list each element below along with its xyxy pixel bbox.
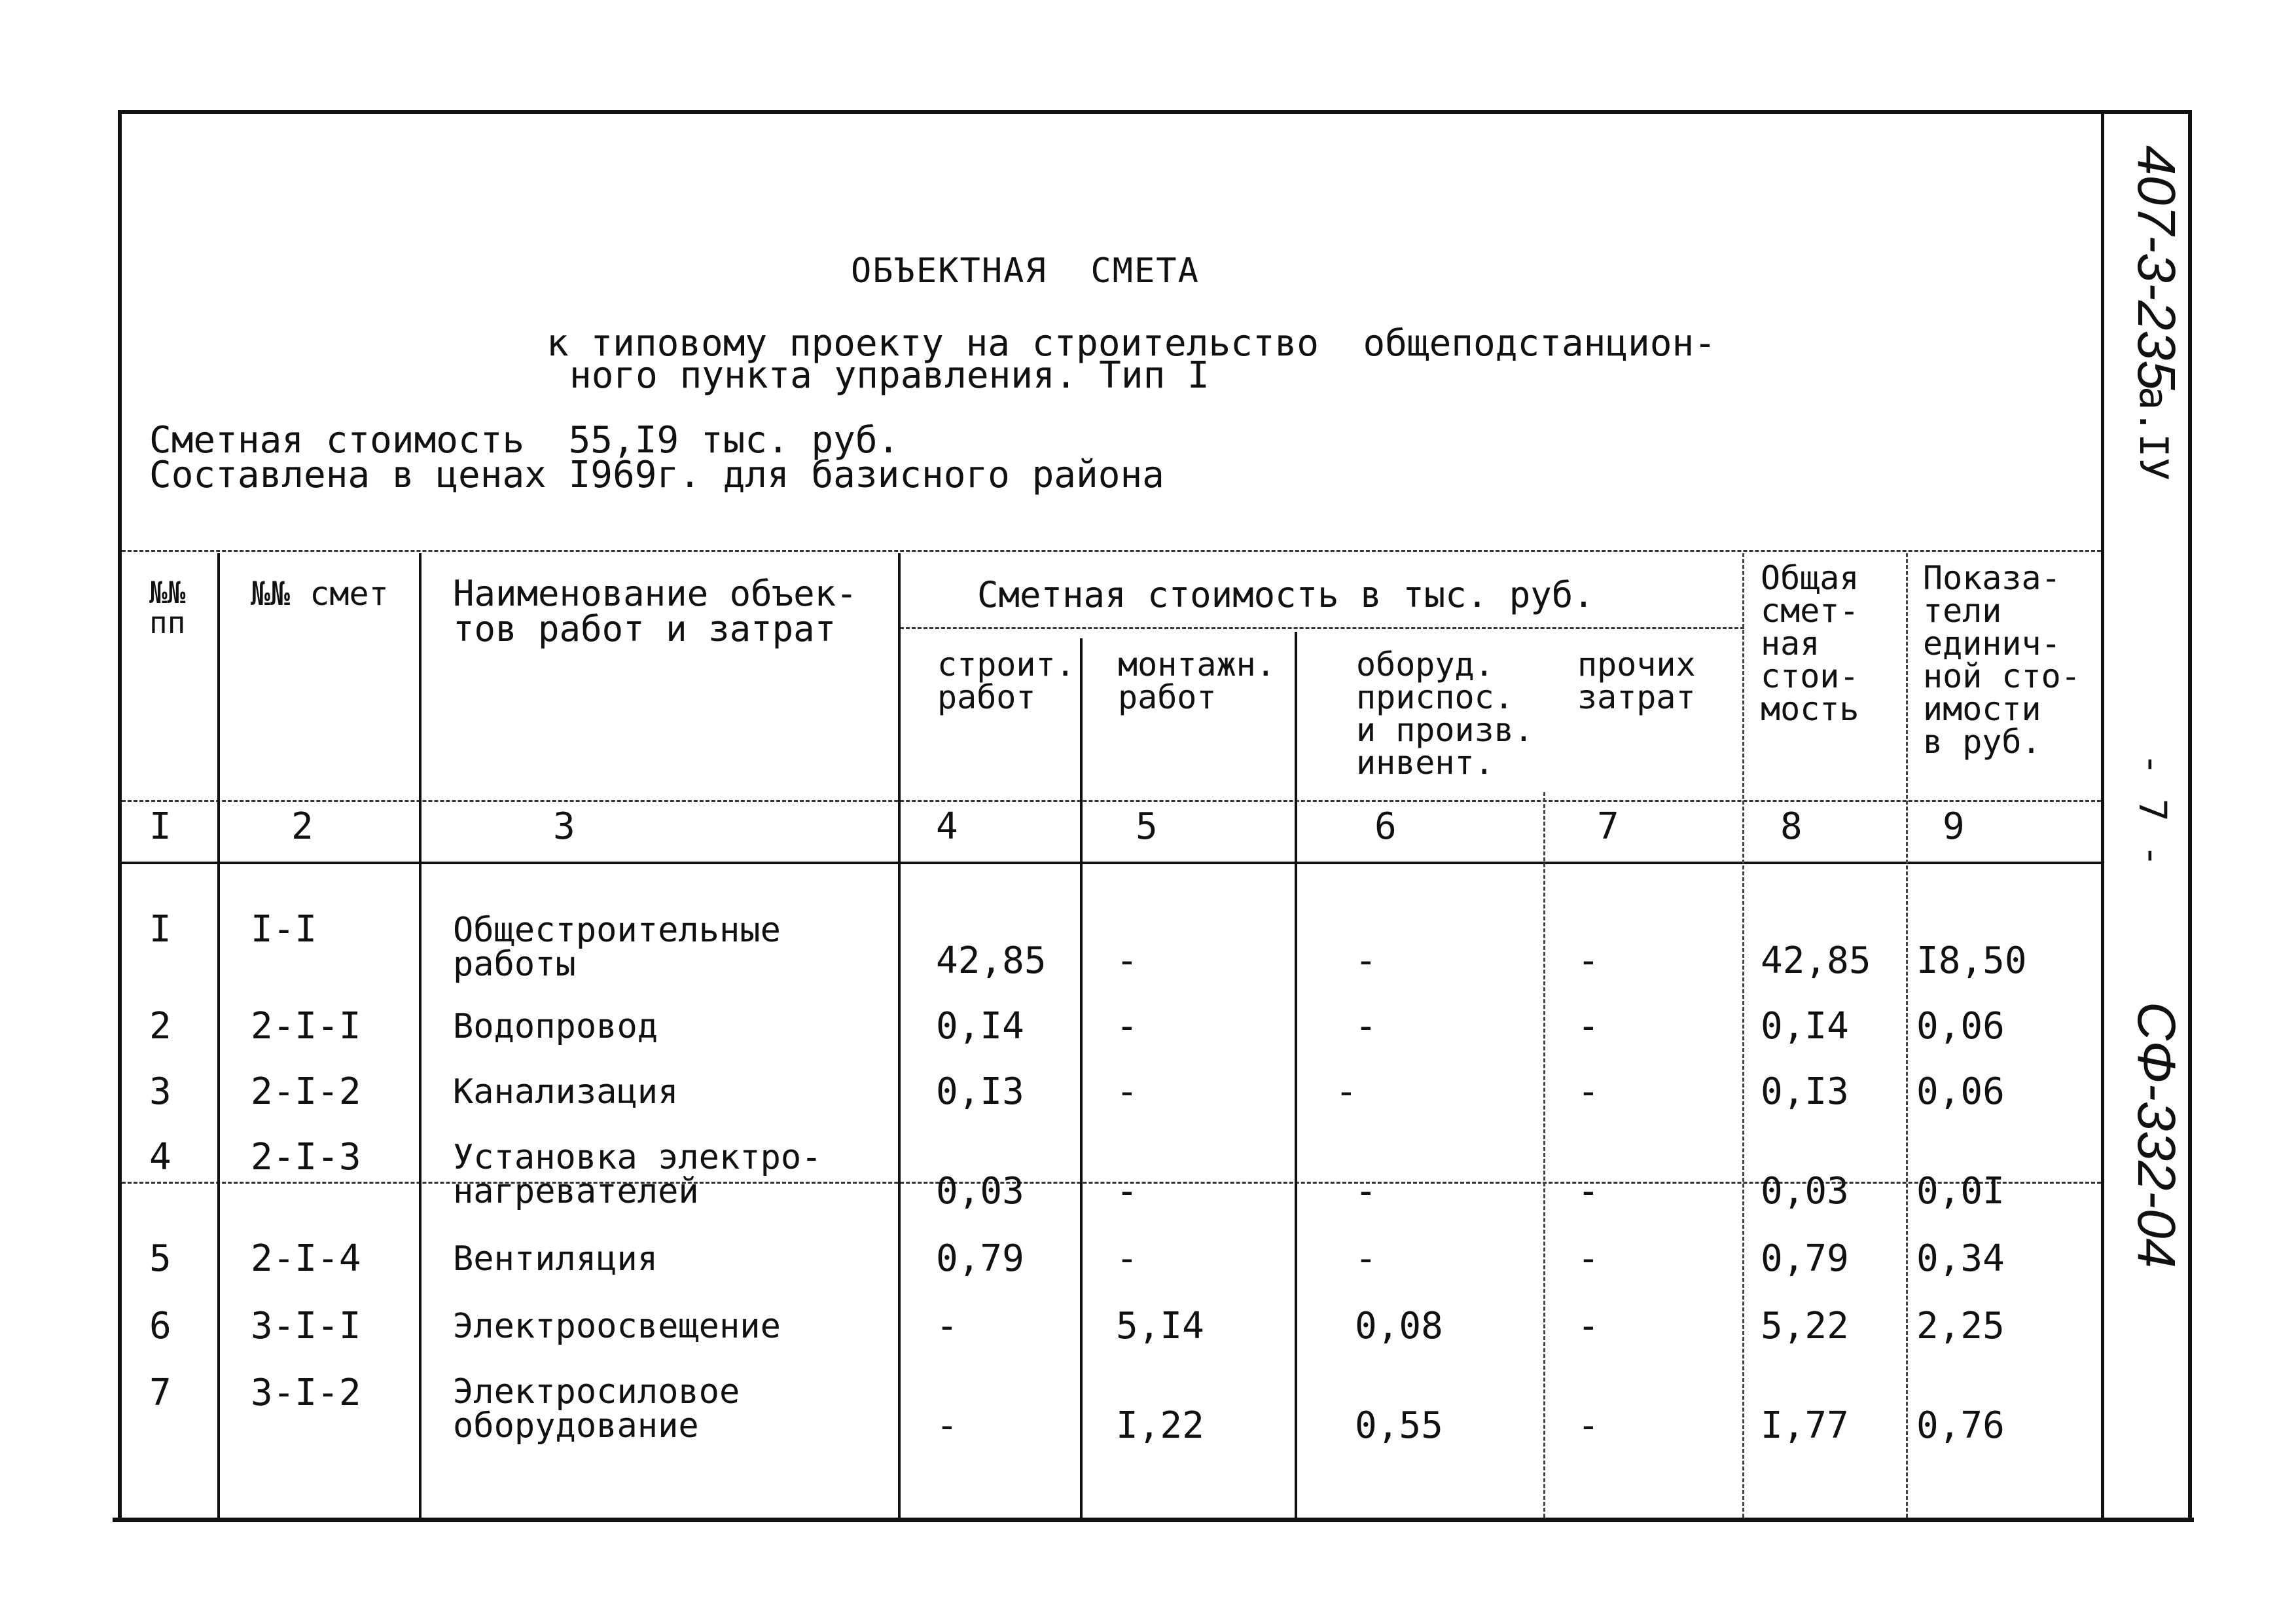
side-code: 407-3-235 — [2126, 145, 2186, 390]
row-estimate: 2-I-I — [251, 1005, 361, 1048]
header-other: прочих затрат — [1577, 646, 1696, 716]
row-name: Электросиловое оборудование — [453, 1372, 740, 1446]
row-name: Канализация — [453, 1072, 679, 1112]
row-total: 5,22 — [1761, 1305, 1849, 1347]
row-other: - — [1577, 1070, 1600, 1113]
row-installation: - — [1116, 1170, 1138, 1213]
row-total: 0,I3 — [1761, 1070, 1849, 1113]
col-divider-2 — [419, 553, 422, 1518]
row-construction: 42,85 — [936, 939, 1047, 982]
row-number: 6 — [149, 1305, 171, 1347]
row-total: I,77 — [1761, 1404, 1849, 1447]
row-construction: 0,I4 — [936, 1005, 1024, 1048]
header-unit-cost: Показа- тели единич- ной сто- имости в руб. — [1923, 559, 2081, 761]
side-page: - 7 - — [2130, 753, 2175, 867]
row-equipment: 0,55 — [1355, 1404, 1443, 1447]
frame-top — [121, 110, 2189, 114]
frame-bottom — [113, 1518, 2194, 1522]
row-unit-cost: 0,0I — [1916, 1170, 2005, 1213]
row-installation: - — [1116, 1237, 1138, 1280]
row-number: 3 — [149, 1070, 171, 1113]
header-number: №№ пп — [149, 575, 186, 640]
row-unit-cost: I8,50 — [1916, 939, 2027, 982]
side-column-divider — [2101, 110, 2104, 1522]
prices-line: Составлена в ценах I969г. для базисного района — [149, 454, 1164, 496]
subtitle-line1: к типовому проекту на строительство общеподстанцион- — [547, 322, 1716, 365]
row-installation: - — [1116, 939, 1138, 982]
document-title: ОБЪЕКТНАЯ СМЕТА — [851, 251, 1200, 291]
subheader-line — [900, 627, 1744, 629]
side-sheet: СФ-332-04 — [2126, 1002, 2186, 1269]
row-number: 5 — [149, 1237, 171, 1280]
colnum-4: 4 — [936, 805, 958, 848]
row-number: 7 — [149, 1372, 171, 1414]
row-other: - — [1577, 1237, 1600, 1280]
row-construction: - — [936, 1305, 958, 1347]
header-construction: строит. работ — [937, 646, 1075, 716]
row-equipment: - — [1355, 1005, 1377, 1048]
row-estimate: 3-I-I — [251, 1305, 361, 1347]
col-divider-7 — [1742, 553, 1744, 1518]
colnum-8: 8 — [1780, 805, 1803, 848]
row-equipment: 0,08 — [1355, 1305, 1443, 1347]
row-equipment: - — [1335, 1070, 1357, 1113]
side-album: а.IУ — [2130, 386, 2176, 481]
row-name: Вентиляция — [453, 1239, 658, 1279]
row-number: 4 — [149, 1136, 171, 1178]
row-name: Водопровод — [453, 1007, 658, 1046]
row-estimate: 2-I-2 — [251, 1070, 361, 1113]
subtitle-line2: ного пункта управления. Тип I — [569, 354, 1210, 397]
row-number: I — [149, 908, 171, 951]
row-equipment: - — [1355, 939, 1377, 982]
row-name: Установка электро- нагревателей — [453, 1138, 822, 1211]
col-divider-4 — [1080, 638, 1083, 1518]
row-installation: - — [1116, 1070, 1138, 1113]
row-estimate: I-I — [251, 908, 317, 951]
col-divider-5 — [1295, 632, 1297, 1518]
col-divider-8 — [1906, 553, 1908, 1518]
row-other: - — [1577, 1305, 1600, 1347]
row-unit-cost: 0,06 — [1916, 1070, 2005, 1113]
row-equipment: - — [1355, 1237, 1377, 1280]
header-estimate: №№ смет — [251, 575, 389, 613]
colnum-6: 6 — [1374, 805, 1397, 848]
colnum-7: 7 — [1597, 805, 1619, 848]
frame-right — [2188, 110, 2192, 1522]
colnum-1: I — [149, 805, 171, 848]
col-divider-6 — [1543, 792, 1545, 1518]
header-name: Наименование объек- тов работ и затрат — [453, 573, 857, 649]
header-equipment: оборуд. приспос. и произв. инвент. — [1356, 646, 1534, 782]
colnum-5: 5 — [1136, 805, 1158, 848]
colnum-3: 3 — [553, 805, 575, 848]
colnum-9: 9 — [1943, 805, 1965, 848]
colnum-2: 2 — [291, 805, 314, 848]
row-other: - — [1577, 1005, 1600, 1048]
row-installation: I,22 — [1116, 1404, 1204, 1447]
row-unit-cost: 2,25 — [1916, 1305, 2005, 1347]
row-other: - — [1577, 1170, 1600, 1213]
row-other: - — [1577, 1404, 1600, 1447]
header-group: Сметная стоимость в тыс. руб. — [977, 574, 1594, 615]
row-total: 0,03 — [1761, 1170, 1849, 1213]
row-unit-cost: 0,76 — [1916, 1404, 2005, 1447]
col-divider-3 — [898, 553, 901, 1518]
row-estimate: 2-I-3 — [251, 1136, 361, 1178]
row-equipment: - — [1355, 1170, 1377, 1213]
row-construction: 0,79 — [936, 1237, 1024, 1280]
header-total: Общая смет- ная стои- мость — [1761, 559, 1859, 728]
frame-left — [118, 110, 122, 1522]
row-total: 0,I4 — [1761, 1005, 1849, 1048]
row-total: 0,79 — [1761, 1237, 1849, 1280]
header-installation: монтажн. работ — [1118, 646, 1276, 716]
cost-line: Сметная стоимость 55,I9 тыс. руб. — [149, 419, 900, 462]
row-total: 42,85 — [1761, 939, 1871, 982]
row-construction: - — [936, 1404, 958, 1447]
row-name: Электроосвещение — [453, 1307, 781, 1346]
row-installation: - — [1116, 1005, 1138, 1048]
row-number: 2 — [149, 1005, 171, 1048]
row-other: - — [1577, 939, 1600, 982]
col-divider-1 — [217, 553, 220, 1518]
row-construction: 0,03 — [936, 1170, 1024, 1213]
row-name: Общестроительные работы — [453, 911, 781, 984]
table-top-line — [122, 550, 2101, 552]
row-unit-cost: 0,34 — [1916, 1237, 2005, 1280]
row-construction: 0,I3 — [936, 1070, 1024, 1113]
row-installation: 5,I4 — [1116, 1305, 1204, 1347]
row-unit-cost: 0,06 — [1916, 1005, 2005, 1048]
row-estimate: 2-I-4 — [251, 1237, 361, 1280]
row-estimate: 3-I-2 — [251, 1372, 361, 1414]
